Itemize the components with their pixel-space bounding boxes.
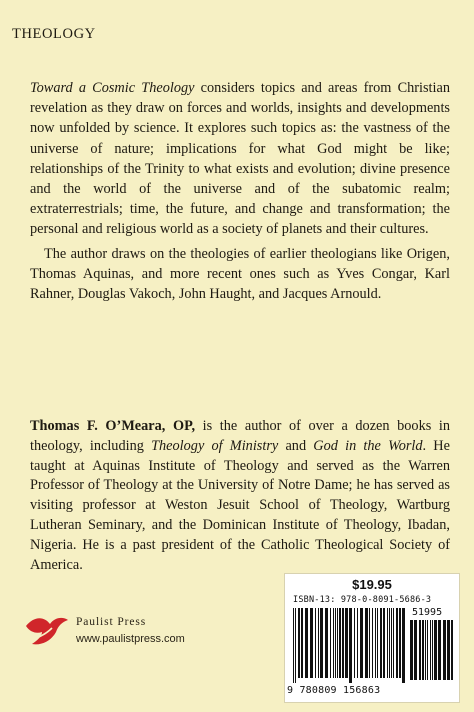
barcode-bar — [396, 608, 398, 678]
barcode-bar — [414, 620, 417, 680]
barcode-bar — [402, 608, 405, 683]
barcode-bar — [422, 620, 424, 680]
barcode-bar — [298, 608, 300, 678]
barcode-bar — [301, 608, 303, 678]
barcode-bar — [447, 620, 450, 680]
book-title-2: God in the World — [313, 437, 423, 454]
barcode-bar — [430, 620, 431, 680]
barcode-bar — [410, 620, 413, 680]
barcode-bar — [339, 608, 341, 678]
ean-digits: 9 780809 156863 — [287, 685, 381, 696]
barcode-bar — [389, 608, 390, 678]
barcode-bar — [438, 620, 441, 680]
barcode-bar — [335, 608, 336, 678]
addon-number: 51995 — [412, 607, 443, 618]
barcode-bar — [383, 608, 385, 678]
barcode-bar — [425, 620, 426, 680]
barcode-bar — [354, 608, 355, 678]
barcode-bar — [365, 608, 368, 678]
barcode-bar — [380, 608, 382, 678]
barcode-bar — [318, 608, 319, 678]
book-title-1: Theology of Ministry — [151, 437, 279, 454]
barcode-bar — [305, 608, 308, 678]
barcode-bar — [399, 608, 401, 678]
barcode-bar — [360, 608, 363, 678]
barcode-bar — [345, 608, 348, 678]
description-paragraph-2: The author draws on the theologies of earlier theologians like Origen, Thomas Aquinas, and more recent ones such as Yves Congar, Karl Rahner, Douglas Vakoch, John Haught, and Jacques Arnould. — [30, 245, 450, 303]
book-description — [30, 78, 450, 304]
barcode-bar — [310, 608, 313, 678]
barcode-bar — [451, 620, 453, 680]
barcode-bar — [357, 608, 358, 678]
barcode-bar — [342, 608, 344, 678]
barcode-bar — [419, 620, 421, 680]
barcode-bar — [393, 608, 394, 678]
barcode-bar — [432, 620, 433, 680]
barcode-bar — [349, 608, 352, 683]
author-name: Thomas F. O’Meara, OP, — [30, 418, 196, 434]
barcode-bar — [320, 608, 323, 678]
addon-barcode — [410, 620, 454, 682]
description-paragraph — [30, 78, 450, 240]
barcode-bar — [325, 608, 328, 678]
book-title: Toward a Cosmic Theology — [30, 80, 195, 96]
publisher-url: www.paulistpress.com — [76, 633, 185, 645]
barcode-panel — [284, 573, 460, 703]
price-label: $19.95 — [352, 577, 392, 592]
isbn-label: ISBN-13: 978-0-8091-5686-3 — [293, 595, 432, 605]
description-text: considers topics and areas from Christian revelation as they draw on forces and worlds, insights and developments now unfolded by science. It explores such topics as: the vastness of the universe of nature; implications for what God might be like; relationships of the Trinity to what exists and evolution; divine presence and the world of the universe and of the subatomic realm; extraterrestrials; time, the future, and change and transformation; the personal and religious world as a society of planets and their cultures. — [30, 80, 451, 238]
barcode-bar — [293, 608, 294, 683]
barcode-bar — [377, 608, 378, 678]
ean-barcode — [293, 608, 407, 684]
barcode-bar — [333, 608, 334, 678]
barcode-bar — [369, 608, 370, 678]
author-bio: Thomas F. O’Meara, OP, is the author of over a dozen books in theology, including Theology of Ministry and God in the World. He taught at Aquinas Institute of Theology and served as the Warren Professor of Theology at the University of Notre Dame; he has served as visiting professor at Weston Jesuit School of Theology, Wartburg Lutheran Seminary, and the Dominican Institute of Theology, Ibadan, Nigeria. He is a past president of the Catholic Theological Society of America. — [30, 418, 450, 573]
barcode-bar — [372, 608, 373, 678]
barcode-bar — [434, 620, 437, 680]
publisher-block — [24, 602, 224, 662]
barcode-bar — [375, 608, 376, 678]
category-label: THEOLOGY — [12, 26, 96, 42]
barcode-bar — [443, 620, 446, 680]
barcode-bar — [337, 608, 338, 678]
barcode-bar — [315, 608, 316, 678]
paulist-press-logo-icon — [24, 610, 70, 650]
barcode-bar — [387, 608, 388, 678]
barcode-bar — [427, 620, 428, 680]
barcode-bar — [391, 608, 392, 678]
publisher-name: Paulist Press — [76, 616, 147, 628]
barcode-bar — [295, 608, 296, 683]
barcode-bar — [330, 608, 331, 678]
